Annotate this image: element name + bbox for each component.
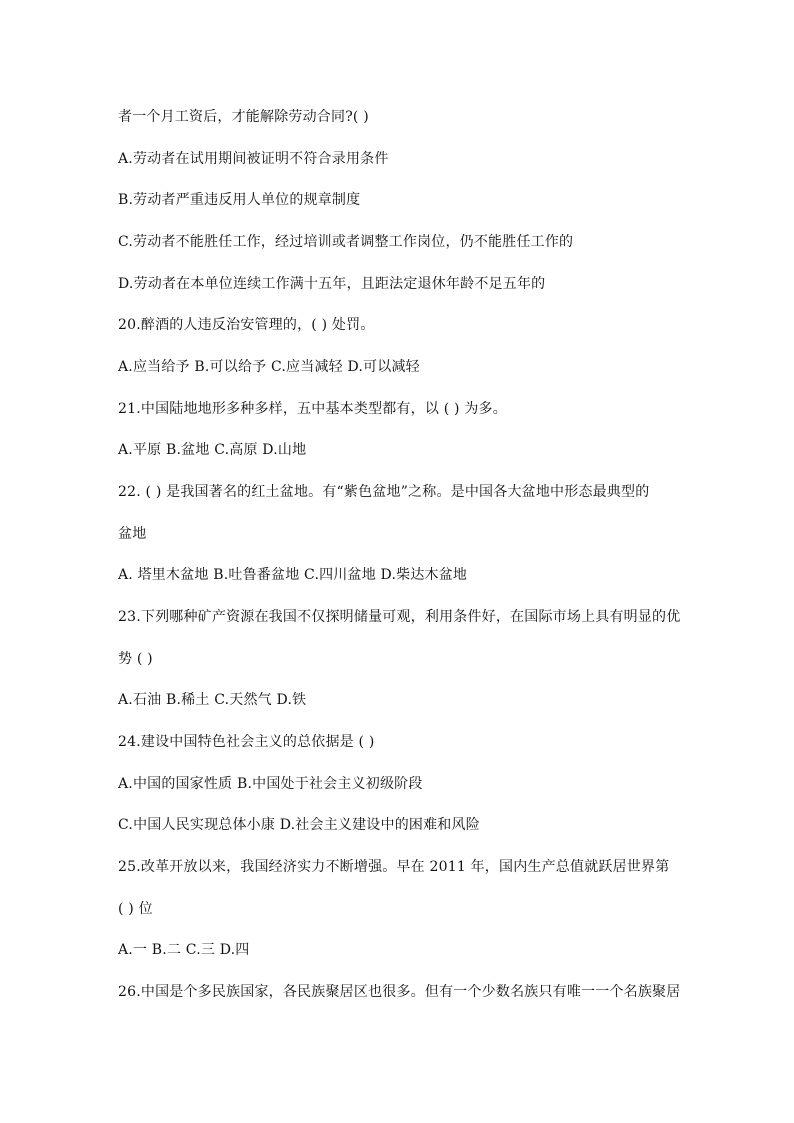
text-line-q22-stem: 22. ( ) 是我国著名的红土盆地。有“紫色盆地”之称。是中国各大盆地中形态最典型的 xyxy=(118,484,650,500)
text-line-q23-options: A.石油 B.稀土 C.天然气 D.铁 xyxy=(118,692,307,708)
text-line-q26-stem: 26.中国是个多民族国家，各民族聚居区也很多。但有一个少数名族只有唯一一个名族聚居 xyxy=(118,984,681,1000)
text-line-q21-options: A.平原 B.盆地 C.高原 D.山地 xyxy=(118,442,307,458)
text-line-q22-stem-cont: 盆地 xyxy=(118,526,147,542)
text-line-q19-stem-end: 者一个月工资后，才能解除劳动合同?( ) xyxy=(118,109,369,125)
text-line-q23-stem-cont: 势 ( ) xyxy=(118,651,153,667)
text-line-q19-option-c: C.劳动者不能胜任工作，经过培训或者调整工作岗位，仍不能胜任工作的 xyxy=(118,234,574,250)
text-line-q24-options-ab: A.中国的国家性质 B.中国处于社会主义初级阶段 xyxy=(118,776,423,792)
text-line-q21-stem: 21.中国陆地地形多种多样，五中基本类型都有，以 ( ) 为多。 xyxy=(118,401,507,417)
text-line-q20-stem: 20.醉酒的人违反治安管理的，( ) 处罚。 xyxy=(118,317,375,333)
text-line-q24-stem: 24.建设中国特色社会主义的总依据是 ( ) xyxy=(118,734,375,750)
text-line-q24-options-cd: C.中国人民实现总体小康 D.社会主义建设中的困难和风险 xyxy=(118,817,480,833)
text-line-q25-stem: 25.改革开放以来，我国经济实力不断增强。早在 2011 年，国内生产总值就跃居世界第 xyxy=(118,859,670,875)
text-line-q22-options: A. 塔里木盆地 B.吐鲁番盆地 C.四川盆地 D.柴达木盆地 xyxy=(118,567,468,583)
text-line-q20-options: A.应当给予 B.可以给予 C.应当减轻 D.可以减轻 xyxy=(118,359,420,375)
text-line-q19-option-a: A.劳动者在试用期间被证明不符合录用条件 xyxy=(118,151,389,167)
text-line-q25-options: A.一 B.二 C.三 D.四 xyxy=(118,942,250,958)
text-line-q23-stem: 23.下列哪种矿产资源在我国不仅探明储量可观，利用条件好，在国际市场上具有明显的优 xyxy=(118,609,681,625)
text-line-q19-option-d: D.劳动者在本单位连续工作满十五年，且距法定退休年龄不足五年的 xyxy=(118,276,546,292)
text-line-q25-stem-cont: ( ) 位 xyxy=(118,901,153,917)
text-line-q19-option-b: B.劳动者严重违反用人单位的规章制度 xyxy=(118,192,361,208)
